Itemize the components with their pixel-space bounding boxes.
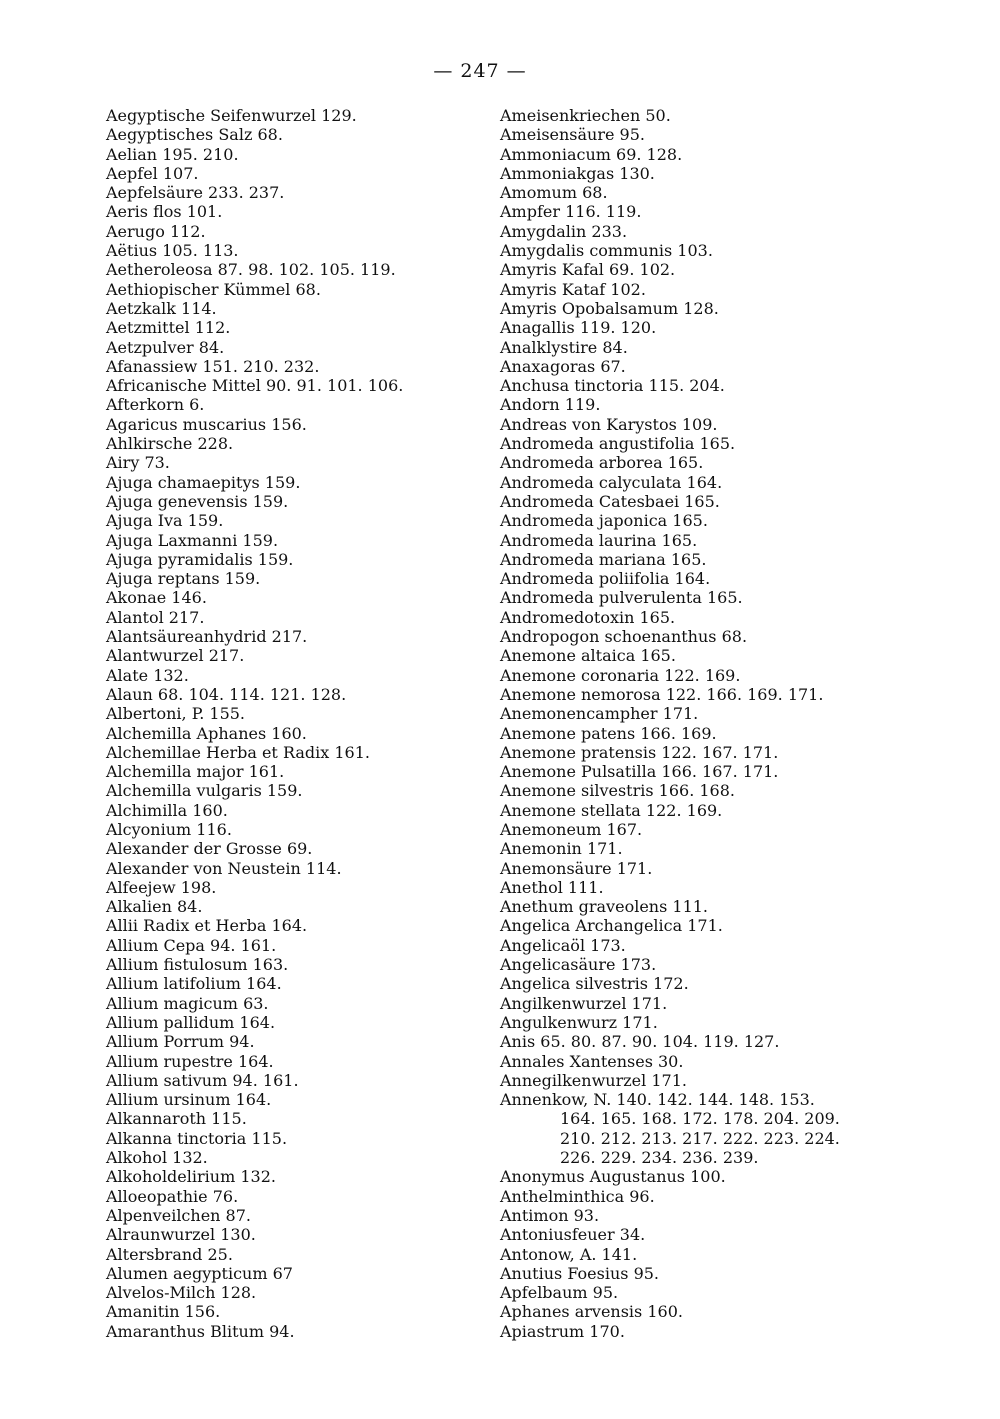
index-entry: Afterkorn 6. xyxy=(106,395,205,415)
index-entry: Ammoniakgas 130. xyxy=(500,163,655,183)
index-entry: Amyris Kataf 102. xyxy=(500,279,646,299)
index-entry: Ammoniacum 69. 128. xyxy=(500,144,683,164)
index-entry: Alantsäureanhydrid 217. xyxy=(106,627,308,647)
index-entry: Andreas von Karystos 109. xyxy=(500,414,718,434)
index-entry: Allium sativum 94. 161. xyxy=(106,1070,299,1090)
index-entry: Anemonsäure 171. xyxy=(500,858,653,878)
index-entry: Andromeda calyculata 164. xyxy=(500,472,723,492)
index-entry: Andromeda mariana 165. xyxy=(500,549,707,569)
index-entry: Aetzkalk 114. xyxy=(106,298,217,318)
index-entry: Alexander von Neustein 114. xyxy=(106,858,342,878)
index-entry: Ameisenkriechen 50. xyxy=(500,106,671,125)
index-entry: Alraunwurzel 130. xyxy=(106,1225,256,1245)
index-column-left xyxy=(106,106,486,1341)
index-entry: Aerugo 112. xyxy=(106,221,206,241)
index-entry: Allium pallidum 164. xyxy=(106,1012,276,1032)
index-entry: 164. 165. 168. 172. 178. 204. 209. xyxy=(560,1109,840,1129)
index-entry: Ajuga pyramidalis 159. xyxy=(106,549,294,569)
index-entry: Anthelminthica 96. xyxy=(500,1186,655,1206)
index-entry: Aetheroleosa 87. 98. 102. 105. 119. xyxy=(106,260,396,280)
index-entry: Ajuga Laxmanni 159. xyxy=(106,530,279,550)
index-entry: Apfelbaum 95. xyxy=(500,1283,619,1303)
index-entry: Ajuga genevensis 159. xyxy=(106,491,289,511)
index-entry: Amaranthus Blitum 94. xyxy=(106,1321,295,1341)
index-entry: Aetzpulver 84. xyxy=(106,337,225,357)
index-entry: Andromeda poliifolia 164. xyxy=(500,569,711,589)
index-entry: Angelicasäure 173. xyxy=(500,955,657,975)
index-entry: Alantwurzel 217. xyxy=(106,646,245,666)
index-entry: Anemone stellata 122. 169. xyxy=(500,800,723,820)
index-entry: Amygdalis communis 103. xyxy=(500,241,713,261)
index-column-right xyxy=(500,106,890,1341)
index-entry: Angulkenwurz 171. xyxy=(500,1012,658,1032)
index-entry: Aeris flos 101. xyxy=(106,202,223,222)
index-entry: Afanassiew 151. 210. 232. xyxy=(106,356,320,376)
index-entry: Anchusa tinctoria 115. 204. xyxy=(500,376,725,396)
index-entry: Alloeopathie 76. xyxy=(106,1186,239,1206)
index-entry: Ampfer 116. 119. xyxy=(500,202,642,222)
index-entry: Alkannaroth 115. xyxy=(106,1109,247,1129)
index-entry: Ajuga reptans 159. xyxy=(106,569,261,589)
index-entry: Anagallis 119. 120. xyxy=(500,318,657,338)
index-entry: Aëtius 105. 113. xyxy=(106,241,239,261)
index-entry: Allium ursinum 164. xyxy=(106,1090,272,1110)
index-entry: Ahlkirsche 228. xyxy=(106,434,234,454)
index-entry: Angelica Archangelica 171. xyxy=(500,916,723,936)
index-entry: Alkanna tinctoria 115. xyxy=(106,1128,288,1148)
index-entry: Anemone nemorosa 122. 166. 169. 171. xyxy=(500,684,824,704)
index-entry: Anemone coronaria 122. 169. xyxy=(500,665,741,685)
index-entry: Anemone silvestris 166. 168. xyxy=(500,781,735,801)
index-entry: Aepfelsäure 233. 237. xyxy=(106,183,285,203)
index-entry: Alchemilla Aphanes 160. xyxy=(106,723,307,743)
index-entry: Allium Cepa 94. 161. xyxy=(106,935,277,955)
index-entry: Alkohol 132. xyxy=(106,1148,208,1168)
index-entry: Anonymus Augustanus 100. xyxy=(500,1167,726,1187)
index-entry: Aetzmittel 112. xyxy=(106,318,231,338)
index-entry: Allium fistulosum 163. xyxy=(106,955,289,975)
index-entry: Aegyptische Seifenwurzel 129. xyxy=(106,106,357,125)
index-entry: Alaun 68. 104. 114. 121. 128. xyxy=(106,684,347,704)
index-entry: Alpenveilchen 87. xyxy=(106,1205,251,1225)
index-entry: Akonae 146. xyxy=(106,588,207,608)
index-entry: Anemone Pulsatilla 166. 167. 171. xyxy=(500,762,779,782)
index-entry: Alchemilla major 161. xyxy=(106,762,285,782)
index-entry: Anaxagoras 67. xyxy=(500,356,626,376)
index-entry: Alchimilla 160. xyxy=(106,800,228,820)
index-entry: Andorn 119. xyxy=(500,395,601,415)
index-entry: Amanitin 156. xyxy=(106,1302,221,1322)
index-entry: Alantol 217. xyxy=(106,607,205,627)
index-entry: Apiastrum 170. xyxy=(500,1321,625,1341)
index-entry: Aethiopischer Kümmel 68. xyxy=(106,279,321,299)
index-entry: Alumen aegypticum 67 xyxy=(106,1263,293,1283)
index-entry: Allium Porrum 94. xyxy=(106,1032,255,1052)
index-entry: Alate 132. xyxy=(106,665,189,685)
index-entry: Andromedotoxin 165. xyxy=(500,607,676,627)
index-entry: Alchemillae Herba et Radix 161. xyxy=(106,742,370,762)
index-entry: Alchemilla vulgaris 159. xyxy=(106,781,303,801)
index-entry: Allium rupestre 164. xyxy=(106,1051,274,1071)
index-entry: Alcyonium 116. xyxy=(106,819,232,839)
index-entry: Amyris Opobalsamum 128. xyxy=(500,298,719,318)
index-entry: Anemonin 171. xyxy=(500,839,623,859)
index-entry: 226. 229. 234. 236. 239. xyxy=(560,1148,759,1168)
index-entry: Aepfel 107. xyxy=(106,163,199,183)
index-entry: Aelian 195. 210. xyxy=(106,144,239,164)
index-entry: Amygdalin 233. xyxy=(500,221,628,241)
index-entry: Analklystire 84. xyxy=(500,337,628,357)
index-entry: Ajuga Iva 159. xyxy=(106,511,224,531)
index-entry: Africanische Mittel 90. 91. 101. 106. xyxy=(106,376,404,396)
index-entry: Alvelos-Milch 128. xyxy=(106,1283,257,1303)
index-entry: Antimon 93. xyxy=(500,1205,600,1225)
index-entry: Ajuga chamaepitys 159. xyxy=(106,472,301,492)
index-entry: Anemone patens 166. 169. xyxy=(500,723,717,743)
index-entry: Angelicaöl 173. xyxy=(500,935,626,955)
index-entry: Andromeda Catesbaei 165. xyxy=(500,491,720,511)
index-entry: Aphanes arvensis 160. xyxy=(500,1302,683,1322)
index-entry: Andropogon schoenanthus 68. xyxy=(500,627,748,647)
index-entry: Anemone altaica 165. xyxy=(500,646,676,666)
index-entry: Anemonencampher 171. xyxy=(500,704,699,724)
index-entry: Alkalien 84. xyxy=(106,897,203,917)
index-entry: 210. 212. 213. 217. 222. 223. 224. xyxy=(560,1128,840,1148)
index-entry: Amomum 68. xyxy=(500,183,608,203)
index-entry: Anethum graveolens 111. xyxy=(500,897,709,917)
index-entry: Altersbrand 25. xyxy=(106,1244,233,1264)
index-entry: Andromeda laurina 165. xyxy=(500,530,698,550)
index-entry: Allii Radix et Herba 164. xyxy=(106,916,308,936)
index-entry: Anethol 111. xyxy=(500,877,604,897)
index-entry: Antoniusfeuer 34. xyxy=(500,1225,646,1245)
index-entry: Andromeda pulverulenta 165. xyxy=(500,588,743,608)
index-entry: Andromeda arborea 165. xyxy=(500,453,704,473)
index-entry: Allium latifolium 164. xyxy=(106,974,282,994)
index-entry: Anutius Foesius 95. xyxy=(500,1263,660,1283)
index-entry: Angilkenwurzel 171. xyxy=(500,993,668,1013)
index-entry: Alkoholdelirium 132. xyxy=(106,1167,276,1187)
index-entry: Anis 65. 80. 87. 90. 104. 119. 127. xyxy=(500,1032,780,1052)
index-entry: Albertoni, P. 155. xyxy=(106,704,246,724)
index-entry: Aegyptisches Salz 68. xyxy=(106,125,283,145)
index-entry: Alexander der Grosse 69. xyxy=(106,839,313,859)
index-entry: Anemone pratensis 122. 167. 171. xyxy=(500,742,779,762)
index-entry: Annegilkenwurzel 171. xyxy=(500,1070,687,1090)
index-entry: Alfeejew 198. xyxy=(106,877,217,897)
index-entry: Annenkow, N. 140. 142. 144. 148. 153. xyxy=(500,1090,815,1110)
index-entry: Andromeda japonica 165. xyxy=(500,511,708,531)
index-entry: Amyris Kafal 69. 102. xyxy=(500,260,676,280)
index-entry: Antonow, A. 141. xyxy=(500,1244,638,1264)
index-entry: Agaricus muscarius 156. xyxy=(106,414,307,434)
index-entry: Angelica silvestris 172. xyxy=(500,974,689,994)
page-number: — 247 — xyxy=(433,60,527,82)
index-entry: Allium magicum 63. xyxy=(106,993,269,1013)
index-entry: Andromeda angustifolia 165. xyxy=(500,434,736,454)
index-entry: Annales Xantenses 30. xyxy=(500,1051,684,1071)
index-entry: Airy 73. xyxy=(106,453,170,473)
index-entry: Ameisensäure 95. xyxy=(500,125,645,145)
index-entry: Anemoneum 167. xyxy=(500,819,643,839)
